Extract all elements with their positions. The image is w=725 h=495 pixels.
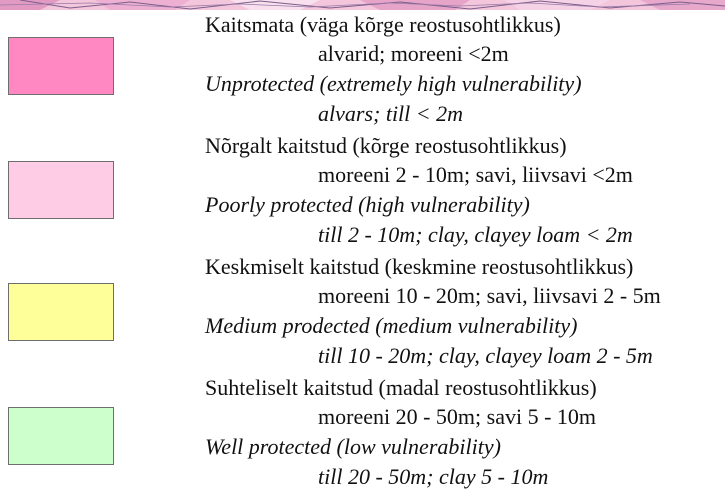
legend-item-well-protected xyxy=(0,373,725,495)
legend-detail-et: moreeni 10 - 20m; savi, liivsavi 2 - 5m xyxy=(318,283,661,308)
legend-title-et: Keskmiselt kaitstud (keskmine reostusohtlikkus) xyxy=(205,254,634,279)
legend-swatch xyxy=(8,407,114,465)
legend-title-en: Medium prodected (medium vulnerability) xyxy=(205,313,578,338)
legend-item-unprotected xyxy=(0,10,725,132)
legend-title-en: Poorly protected (high vulnerability) xyxy=(205,192,530,217)
legend-detail-et: moreeni 20 - 50m; savi 5 - 10m xyxy=(318,404,597,429)
legend-detail-en: till 2 - 10m; clay, clayey loam < 2m xyxy=(318,222,633,247)
legend-detail-et: alvarid; moreeni <2m xyxy=(318,41,509,66)
legend-detail-en: till 20 - 50m; clay 5 - 10m xyxy=(318,464,549,489)
legend-swatch xyxy=(8,283,114,341)
legend-title-et: Kaitsmata (väga kõrge reostusohtlikkus) xyxy=(205,12,561,37)
legend-swatch xyxy=(8,161,114,219)
legend-item-medium-protected xyxy=(0,252,725,374)
legend-detail-en: till 10 - 20m; clay, clayey loam 2 - 5m xyxy=(318,343,653,368)
legend-item-poorly-protected xyxy=(0,131,725,253)
legend-title-en: Well protected (low vulnerability) xyxy=(205,434,501,459)
legend-title-et: Suhteliselt kaitstud (madal reostusohtlikkus) xyxy=(205,375,597,400)
legend-detail-en: alvars; till < 2m xyxy=(318,101,464,126)
legend-swatch xyxy=(8,37,114,95)
map-fragment xyxy=(0,0,725,10)
legend-detail-et: moreeni 2 - 10m; savi, liivsavi <2m xyxy=(318,162,633,187)
legend-title-et: Nõrgalt kaitstud (kõrge reostusohtlikkus) xyxy=(205,133,567,158)
legend-title-en: Unprotected (extremely high vulnerability) xyxy=(205,71,582,96)
